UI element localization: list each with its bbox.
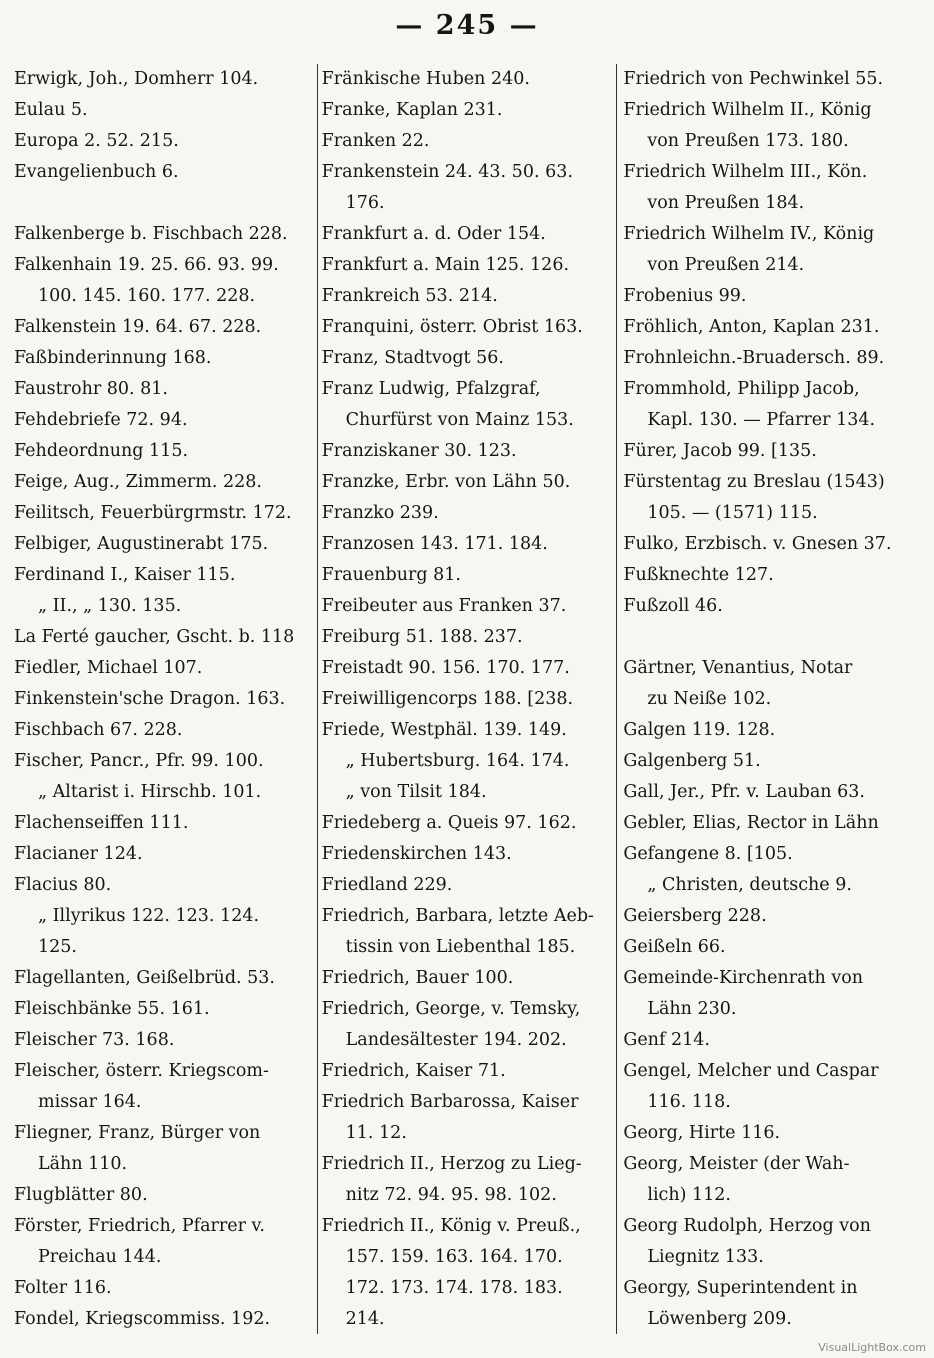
index-entry: Eulau 5.: [14, 100, 88, 120]
index-entry: Liegnitz 133.: [647, 1247, 764, 1267]
index-entry: Frankfurt a. d. Oder 154.: [321, 224, 546, 244]
index-entry: Fußknechte 127.: [623, 565, 774, 585]
index-entry: Franke, Kaplan 231.: [321, 100, 503, 120]
index-entry: Franz Ludwig, Pfalzgraf,: [321, 379, 541, 399]
index-entry: Kapl. 130. — Pfarrer 134.: [647, 410, 876, 430]
index-entry: 176.: [345, 193, 385, 213]
index-entry: von Preußen 173. 180.: [647, 131, 849, 151]
index-column-1: [14, 64, 318, 1334]
index-entry: Friedrich, Barbara, letzte Aeb-: [321, 906, 594, 926]
index-entry: Galgenberg 51.: [623, 751, 761, 771]
index-entry: Georgy, Superintendent in: [623, 1278, 858, 1298]
index-entry: Falkenstein 19. 64. 67. 228.: [14, 317, 262, 337]
index-entry: 116. 118.: [647, 1092, 731, 1112]
index-entry: Franken 22.: [321, 131, 430, 151]
index-entry: Geiersberg 228.: [623, 906, 767, 926]
index-entry: Lähn 230.: [647, 999, 737, 1019]
index-entry: Flacianer 124.: [14, 844, 143, 864]
index-entry: 157. 159. 163. 164. 170.: [345, 1247, 563, 1267]
index-entry: Geißeln 66.: [623, 937, 726, 957]
index-entry: Friedrich II., Herzog zu Lieg-: [321, 1154, 582, 1174]
index-entry: Freibeuter aus Franken 37.: [321, 596, 567, 616]
index-entry: Fleischer 73. 168.: [14, 1030, 175, 1050]
index-entry: Felbiger, Augustinerabt 175.: [14, 534, 269, 554]
index-entry: Lähn 110.: [38, 1154, 128, 1174]
index-entry: Feilitsch, Feuerbürgrmstr. 172.: [14, 503, 292, 523]
index-entry: Georg, Meister (der Wah-: [623, 1154, 850, 1174]
index-entry: Friedrich, Kaiser 71.: [321, 1061, 506, 1081]
index-entry: Flacius 80.: [14, 875, 112, 895]
index-entry: Feige, Aug., Zimmerm. 228.: [14, 472, 262, 492]
index-entry: Flachenseiffen 111.: [14, 813, 189, 833]
index-entry: Fischbach 67. 228.: [14, 720, 183, 740]
index-entry: Friedrich, Bauer 100.: [321, 968, 514, 988]
index-entry: Frauenburg 81.: [321, 565, 461, 585]
index-entry: Fränkische Huben 240.: [321, 69, 530, 89]
index-entry: Freiburg 51. 188. 237.: [321, 627, 523, 647]
index-entry: Friedrich Barbarossa, Kaiser: [321, 1092, 579, 1112]
index-entry: Fischer, Pancr., Pfr. 99. 100.: [14, 751, 264, 771]
index-entry: Friedrich von Pechwinkel 55.: [623, 69, 884, 89]
index-entry: 105. — (1571) 115.: [647, 503, 818, 523]
index-entry: Friede, Westphäl. 139. 149.: [321, 720, 567, 740]
index-entry: Freistadt 90. 156. 170. 177.: [321, 658, 570, 678]
index-entry: Fondel, Kriegscommiss. 192.: [14, 1309, 271, 1329]
index-entry: Friedrich, George, v. Temsky,: [321, 999, 581, 1019]
index-entry: 214.: [345, 1309, 385, 1329]
index-entry: Friedrich Wilhelm III., Kön.: [623, 162, 868, 182]
index-entry: Fürstentag zu Breslau (1543): [623, 472, 885, 492]
index-entry: Ferdinand I., Kaiser 115.: [14, 565, 236, 585]
index-entry: Gall, Jer., Pfr. v. Lauban 63.: [623, 782, 865, 802]
index-entry: Preichau 144.: [38, 1247, 162, 1267]
page-number: — 245 —: [395, 10, 539, 41]
index-entry: Fulko, Erzbisch. v. Gnesen 37.: [623, 534, 892, 554]
index-entry: Europa 2. 52. 215.: [14, 131, 179, 151]
index-column-2: [318, 64, 618, 1334]
index-entry: von Preußen 214.: [647, 255, 805, 275]
index-entry: Frankfurt a. Main 125. 126.: [321, 255, 570, 275]
index-entry: Fleischbänke 55. 161.: [14, 999, 210, 1019]
index-entry: Falkenberge b. Fischbach 228.: [14, 224, 288, 244]
index-entry: Falkenhain 19. 25. 66. 93. 99.: [14, 255, 279, 275]
index-entry: Fiedler, Michael 107.: [14, 658, 203, 678]
index-entry: Fehdeordnung 115.: [14, 441, 189, 461]
index-entry: Friedland 229.: [321, 875, 453, 895]
index-entry: Faßbinderinnung 168.: [14, 348, 212, 368]
index-entry: Georg Rudolph, Herzog von: [623, 1216, 871, 1236]
index-entry: „ Illyrikus 122. 123. 124.: [38, 906, 260, 926]
index-entry: 125.: [38, 937, 77, 957]
index-entry: Förster, Friedrich, Pfarrer v.: [14, 1216, 265, 1236]
index-entry: zu Neiße 102.: [647, 689, 772, 709]
index-entry: nitz 72. 94. 95. 98. 102.: [345, 1185, 557, 1205]
index-entry: Fliegner, Franz, Bürger von: [14, 1123, 261, 1143]
index-entry: Franzosen 143. 171. 184.: [321, 534, 548, 554]
index-entry: Erwigk, Joh., Domherr 104.: [14, 69, 259, 89]
index-entry: Frankenstein 24. 43. 50. 63.: [321, 162, 573, 182]
index-entry: Fröhlich, Anton, Kaplan 231.: [623, 317, 880, 337]
index-entry: Landesältester 194. 202.: [345, 1030, 567, 1050]
index-entry: Frohnleichn.-Bruadersch. 89.: [623, 348, 885, 368]
index-entry: Galgen 119. 128.: [623, 720, 776, 740]
index-entry: Franz, Stadtvogt 56.: [321, 348, 504, 368]
index-entry: „ von Tilsit 184.: [345, 782, 487, 802]
index-entry: Frommhold, Philipp Jacob,: [623, 379, 860, 399]
index-entry: Finkenstein'sche Dragon. 163.: [14, 689, 286, 709]
index-entry: Franzke, Erbr. von Lähn 50.: [321, 472, 571, 492]
index-entry: Evangelienbuch 6.: [14, 162, 179, 182]
index-entry: missar 164.: [38, 1092, 142, 1112]
index-entry: Friedeberg a. Queis 97. 162.: [321, 813, 577, 833]
index-entry: Georg, Hirte 116.: [623, 1123, 781, 1143]
index-entry: Genf 214.: [623, 1030, 710, 1050]
index-entry: Frobenius 99.: [623, 286, 747, 306]
index-entry: 100. 145. 160. 177. 228.: [38, 286, 256, 306]
index-entry: Franzko 239.: [321, 503, 439, 523]
index-entry: „ II., „ 130. 135.: [38, 596, 182, 616]
index-entry: Frankreich 53. 214.: [321, 286, 498, 306]
index-entry: Flagellanten, Geißelbrüd. 53.: [14, 968, 275, 988]
index-entry: Friedrich II., König v. Preuß.,: [321, 1216, 581, 1236]
index-entry: Gengel, Melcher und Caspar: [623, 1061, 879, 1081]
index-entry: Fußzoll 46.: [623, 596, 723, 616]
index-entry: „ Christen, deutsche 9.: [647, 875, 852, 895]
index-entry: 11. 12.: [345, 1123, 407, 1143]
index-entry: von Preußen 184.: [647, 193, 805, 213]
index-entry: Gefangene 8. [105.: [623, 844, 793, 864]
index-entry: 172. 173. 174. 178. 183.: [345, 1278, 563, 1298]
watermark: VisualLightBox.com: [818, 1341, 926, 1354]
index-entry: Gemeinde-Kirchenrath von: [623, 968, 864, 988]
index-entry: Churfürst von Mainz 153.: [345, 410, 574, 430]
index-entry: Faustrohr 80. 81.: [14, 379, 168, 399]
index-entry: „ Altarist i. Hirschb. 101.: [38, 782, 262, 802]
index-entry: Franquini, österr. Obrist 163.: [321, 317, 583, 337]
index-entry: „ Hubertsburg. 164. 174.: [345, 751, 570, 771]
index-entry: Freiwilligencorps 188. [238.: [321, 689, 574, 709]
index-columns: [14, 64, 920, 1334]
index-entry: Fehdebriefe 72. 94.: [14, 410, 188, 430]
index-entry: Friedrich Wilhelm IV., König: [623, 224, 875, 244]
index-entry: Fürer, Jacob 99. [135.: [623, 441, 817, 461]
index-entry: Löwenberg 209.: [647, 1309, 792, 1329]
index-column-3: [617, 64, 920, 1334]
index-entry: lich) 112.: [647, 1185, 731, 1205]
index-entry: Friedrich Wilhelm II., König: [623, 100, 872, 120]
index-entry: tissin von Liebenthal 185.: [345, 937, 576, 957]
index-entry: Folter 116.: [14, 1278, 112, 1298]
index-entry: Franziskaner 30. 123.: [321, 441, 517, 461]
index-entry: La Ferté gaucher, Gscht. b. 118: [14, 627, 295, 647]
index-entry: Fleischer, österr. Kriegscom-: [14, 1061, 269, 1081]
index-entry: Gärtner, Venantius, Notar: [623, 658, 853, 678]
index-entry: Flugblätter 80.: [14, 1185, 148, 1205]
index-entry: Gebler, Elias, Rector in Lähn: [623, 813, 879, 833]
index-entry: Friedenskirchen 143.: [321, 844, 512, 864]
